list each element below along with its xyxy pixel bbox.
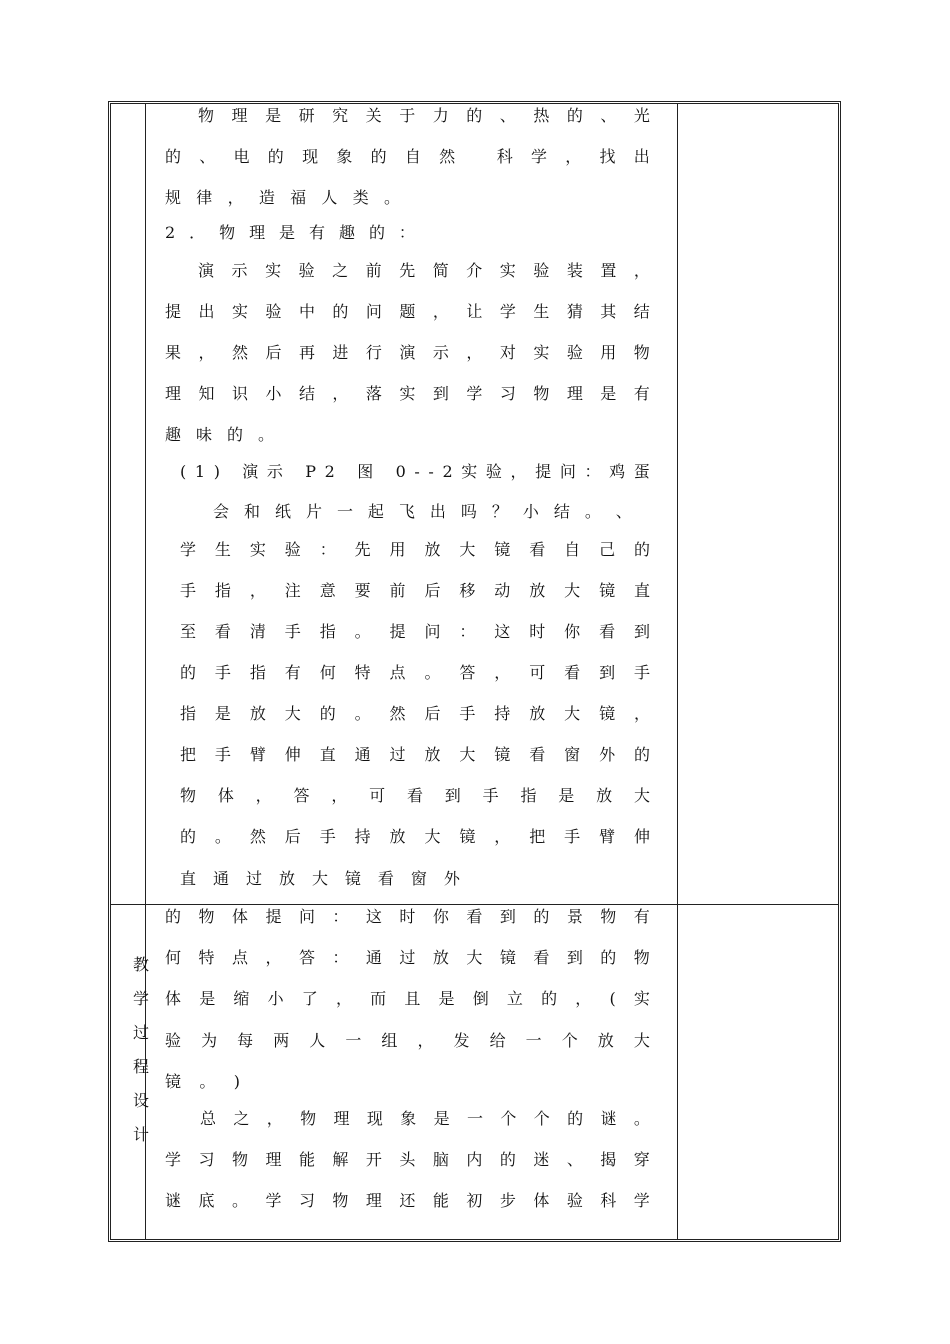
text-line: 何 特 点 ， 答 ： 通 过 放 大 镜 看 到 的 物 [165,948,650,967]
text-line: 的 物 体 提 问 ： 这 时 你 看 到 的 景 物 有 [165,907,650,926]
text-line: 提 出 实 验 中 的 问 题 ， 让 学 生 猜 其 结 [165,302,650,321]
text-line: 的 手 指 有 何 特 点 。 答 ， 可 看 到 手 [180,663,650,682]
text-line: 演 示 实 验 之 前 先 简 介 实 验 装 置 ， [198,261,650,280]
text-line: 体 是 缩 小 了 ， 而 且 是 倒 立 的 ， ( 实 [165,989,650,1008]
text-line: 验 为 每 两 人 一 组 ， 发 给 一 个 放 大 [165,1031,650,1050]
text-line: 至 看 清 手 指 。 提 问 ： 这 时 你 看 到 [180,622,650,641]
text-line: 会 和 纸 片 一 起 飞 出 吗 ？ 小 结 。 、 [213,502,632,521]
text-line: 果 ， 然 后 再 进 行 演 示 ， 对 实 验 用 物 [165,343,650,362]
text-line: 总 之 ， 物 理 现 象 是 一 个 个 的 谜 。 [200,1109,650,1128]
text-line: 手 指 ， 注 意 要 前 后 移 动 放 大 镜 直 [180,581,650,600]
text-line: 镜 。 ) [165,1072,240,1091]
row-divider [111,904,838,905]
text-line: 物 体 ， 答 ， 可 看 到 手 指 是 放 大 [180,786,650,805]
text-line: 规 律 ， 造 福 人 类 。 [165,188,400,207]
column-divider-right [677,104,678,1239]
text-line: 物 理 是 研 究 关 于 力 的 、 热 的 、 光 [198,106,650,125]
text-line: 直 通 过 放 大 镜 看 窗 外 [180,869,460,888]
text-line: 理 知 识 小 结 ， 落 实 到 学 习 物 理 是 有 [165,384,650,403]
text-line: 的 、 电 的 现 象 的 自 然 科 学 ， 找 出 [165,147,650,166]
text-line: 的 。 然 后 手 持 放 大 镜 ， 把 手 臂 伸 [180,827,650,846]
text-line: 学 生 实 验 ： 先 用 放 大 镜 看 自 己 的 [180,540,650,559]
text-line: 2 ． 物 理 是 有 趣 的 ： [165,223,415,242]
text-line: 趣 味 的 。 [165,425,274,444]
text-line: 把 手 臂 伸 直 通 过 放 大 镜 看 窗 外 的 [180,745,650,764]
text-line: 学 习 物 理 能 解 开 头 脑 内 的 迷 、 揭 穿 [165,1150,650,1169]
text-line: 谜 底 。 学 习 物 理 还 能 初 步 体 验 科 学 [165,1191,650,1210]
text-line: 指 是 放 大 的 。 然 后 手 持 放 大 镜 ， [180,704,650,723]
text-line: ( 1 ) 演 示 P 2 图 0 - - 2 实 验 ， 提 问 ： 鸡 蛋 [180,462,650,481]
